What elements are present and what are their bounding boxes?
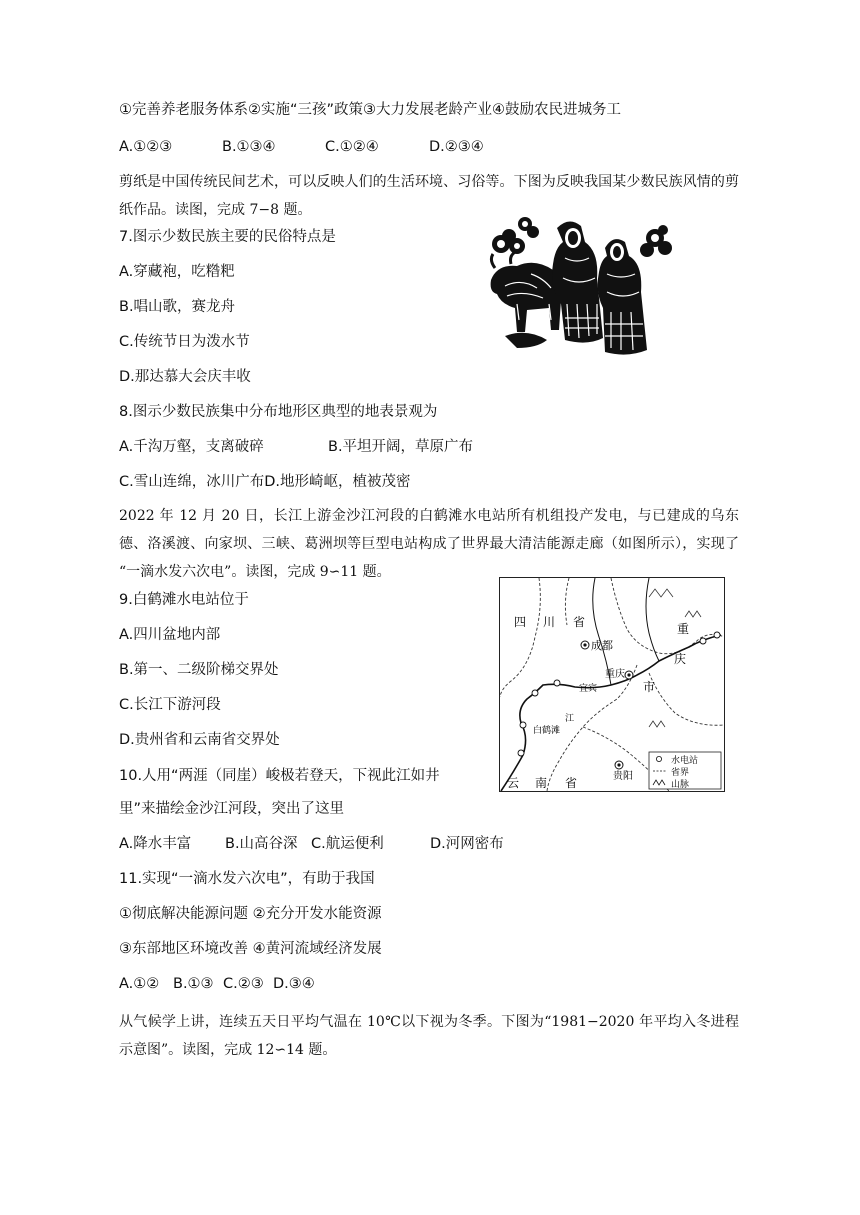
q8-option-d[interactable]: D.地形崎岖，植被茂密: [264, 474, 411, 490]
hydropower-map: [499, 577, 725, 792]
legend-mountain: 山脉: [671, 780, 690, 790]
q11-option-a[interactable]: A.①②: [119, 976, 160, 992]
map-label-sheng2: 省: [565, 776, 578, 790]
q9-stem: 9.白鹤滩水电站位于: [119, 592, 249, 608]
map-city-chengdu: 成都: [591, 639, 613, 652]
q11-options: [119, 974, 315, 994]
map-label-chuan: 川: [543, 615, 556, 629]
hydropower-legend-icon: [656, 756, 661, 761]
map-label-yibin: 宜宾: [579, 684, 598, 694]
q10-option-c[interactable]: C.航运便利: [311, 836, 384, 852]
q10-option-a[interactable]: A.降水丰富: [119, 836, 192, 852]
map-label-chong: 重: [677, 622, 690, 636]
q6-option-b[interactable]: B.①③④: [222, 139, 276, 155]
map-legend: [649, 752, 721, 790]
papercut-image: [487, 208, 677, 360]
map-label-qing: 庆: [674, 652, 687, 666]
legend-boundary: 省界: [671, 768, 690, 778]
intro-7-8: 剪纸是中国传统民间艺术，可以反映人们的生活环境、习俗等。下图为反映我国某少数民族风情的剪纸作品。读图，完成 7−8 题。: [119, 174, 739, 218]
q11-stem: 11.实现“一滴水发六次电”，有助于我国: [119, 871, 375, 887]
q6-statements: ①完善养老服务体系②实施“三孩”政策③大力发展老龄产业④鼓励农民进城务工: [119, 102, 622, 118]
q10-stem-line2: 里”来描绘金沙江河段，突出了这里: [119, 801, 345, 817]
q11-statements-1: ①彻底解决能源问题 ②充分开发水能资源: [119, 906, 382, 922]
map-label-jiang: 江: [565, 714, 575, 724]
q8-option-c[interactable]: C.雪山连绵，冰川广布: [119, 474, 265, 490]
q9-option-d[interactable]: D.贵州省和云南省交界处: [119, 732, 280, 748]
q10-option-d[interactable]: D.河网密布: [430, 836, 504, 852]
q9-option-c[interactable]: C.长江下游河段: [119, 697, 221, 713]
q10-option-b[interactable]: B.山高谷深: [225, 836, 298, 852]
q8-options-row1: [119, 437, 473, 457]
q6-options: [119, 137, 484, 157]
q10-stem-line1: 10.人用“两涯（同崖）峻极若登天，下视此江如井: [119, 768, 440, 784]
q9-option-b[interactable]: B.第一、二级阶梯交界处: [119, 662, 279, 678]
q8-stem: 8.图示少数民族集中分布地形区典型的地表景观为: [119, 404, 438, 420]
q7-option-a[interactable]: A.穿藏袍，吃糌粑: [119, 264, 235, 280]
q7-stem: 7.图示少数民族主要的民俗特点是: [119, 229, 336, 245]
q6-option-c[interactable]: C.①②④: [325, 139, 379, 155]
q11-statements-2: ③东部地区环境改善 ④黄河流域经济发展: [119, 941, 382, 957]
q8-options-row2: [119, 472, 411, 492]
map-label-yun: 云: [507, 776, 520, 790]
map-city-guiyang: 贵阳: [613, 771, 633, 782]
q11-option-b[interactable]: B.①③: [173, 976, 214, 992]
q6-option-a[interactable]: A.①②③: [119, 139, 173, 155]
map-label-shi: 市: [643, 680, 656, 694]
map-label-si: 四: [514, 615, 527, 629]
map-label-nan: 南: [535, 776, 548, 790]
intro-9-11: 2022 年 12 月 20 日，长江上游金沙江河段的白鹤滩水电站所有机组投产发电，与已建成的乌东德、洛溪渡、向家坝、三峡、葛洲坝等巨型电站构成了世界最大清洁能源走廊（如图所示），实现了 “一滴水发六次电”。读图，完成 9∽11 题。: [119, 508, 739, 580]
q7-option-b[interactable]: B.唱山歌，赛龙舟: [119, 299, 236, 315]
q9-option-a[interactable]: A.四川盆地内部: [119, 627, 221, 643]
q10-options: [119, 834, 504, 854]
q7-option-d[interactable]: D.那达慕大会庆丰收: [119, 369, 251, 385]
q6-option-d[interactable]: D.②③④: [429, 139, 484, 155]
q11-option-d[interactable]: D.③④: [273, 976, 315, 992]
q8-option-b[interactable]: B.平坦开阔，草原广布: [328, 439, 474, 455]
map-label-sheng1: 省: [573, 615, 586, 629]
q8-option-a[interactable]: A.千沟万壑，支离破碎: [119, 439, 264, 455]
legend-hydropower: 水电站: [671, 756, 699, 766]
q11-option-c[interactable]: C.②③: [223, 976, 264, 992]
intro-12-14: 从气候学上讲，连续五天日平均气温在 10℃以下视为冬季。下图为“1981−2020 年平均入冬进程示意图”。读图，完成 12∽14 题。: [119, 1014, 739, 1058]
q7-option-c[interactable]: C.传统节日为泼水节: [119, 334, 250, 350]
map-label-baihetan: 白鹤滩: [533, 726, 561, 736]
map-city-chongqing: 重庆: [605, 669, 625, 680]
